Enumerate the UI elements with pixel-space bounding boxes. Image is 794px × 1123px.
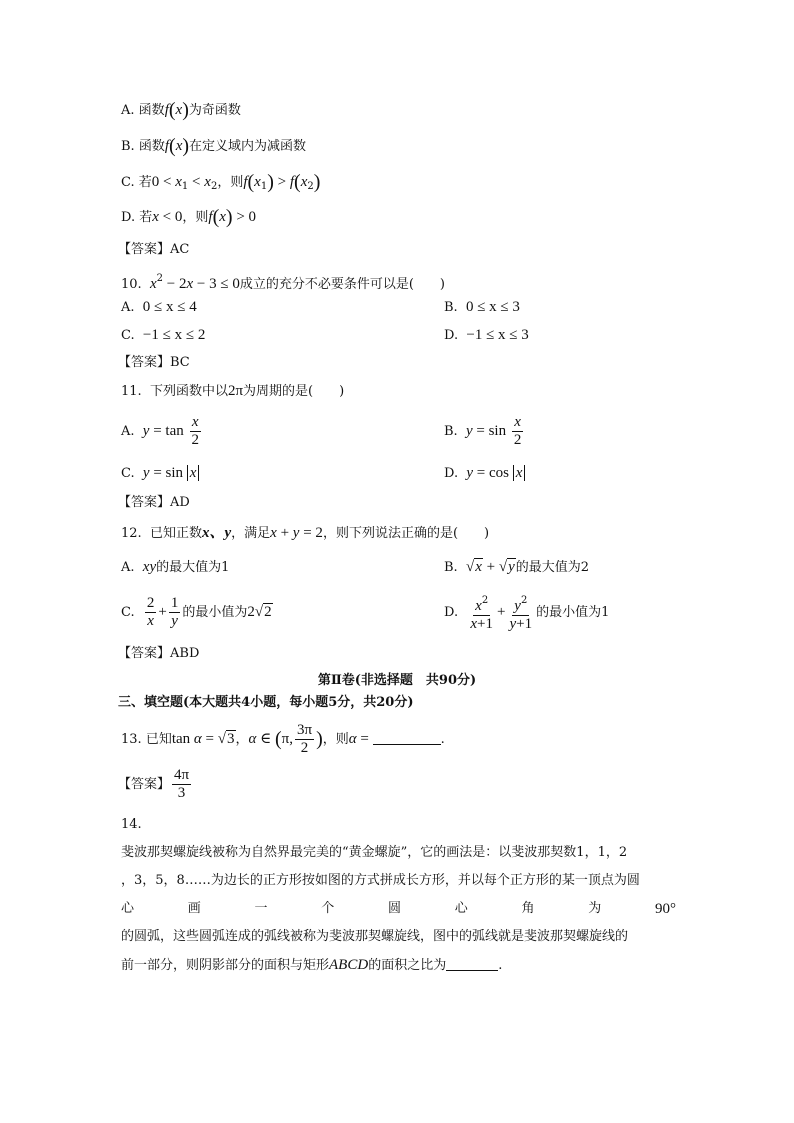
q12-option-d: D. $\frac{x^2}{x+1}$ + $\frac{y^2}{y+1}$ 的最小值为1	[444, 592, 609, 633]
q10-option-b: B. 0 ≤ x ≤ 3	[444, 299, 520, 315]
q9-option-c: C. 若$0 < x_1 < x_2$，则$f(x_1) > f(x_2)$	[121, 171, 321, 193]
q9-answer: 【答案】AC	[118, 242, 190, 257]
q14-line-2: ，3，5，8……为边长的正方形按如图的方式拼成长方形，并以每个正方形的某一顶点为圆	[121, 873, 640, 888]
q13-answer: 【答案】 $\frac{4\pi}{3}$	[118, 767, 190, 801]
q10-answer: 【答案】BC	[118, 355, 190, 370]
q10-option-a: A. 0 ≤ x ≤ 4	[121, 299, 197, 315]
q9-option-d: D. 若x < 0，则f(x) > 0	[121, 206, 257, 228]
q13-answer-blank[interactable]	[373, 744, 441, 745]
q12-option-b: B. √x + √y的最大值为2	[444, 559, 590, 575]
q10-stem: 10. $x^2 - 2x - 3 \le 0$成立的充分不必要条件可以是( )	[121, 273, 445, 292]
q9-option-b: B. 函数f(x)在定义域内为减函数	[121, 135, 307, 157]
q14-line-3: 心 画 一 个 圆 心 角 为 90°	[121, 901, 676, 917]
q9-option-a: A. 函数f(x)为奇函数	[121, 99, 241, 121]
q11-option-b: B. y = sin $\frac{x}{2}$	[444, 414, 522, 448]
section-heading: 三、填空题(本大题共4小题，每小题5分，共20分)	[118, 695, 414, 710]
q10-option-d: D. −1 ≤ x ≤ 3	[444, 327, 529, 343]
q13-stem: 13. 已知tan α = √3，α ∈ (π, $\frac{3\pi}{2}$ )，则α = .	[121, 722, 445, 756]
q14-answer-blank[interactable]	[446, 970, 498, 971]
q11-option-a: A. y = tan $\frac{x}{2}$	[121, 414, 200, 448]
q14-line-4: 的圆弧，这些圆弧连成的弧线被称为斐波那契螺旋线，图中的弧线就是斐波那契螺旋线的	[121, 929, 629, 944]
q11-answer: 【答案】AD	[118, 495, 190, 510]
q14-number: 14.	[121, 817, 142, 832]
q12-stem: 12. 已知正数x、y，满足x + y = 2，则下列说法正确的是( )	[121, 525, 490, 541]
part2-title: 第Ⅱ卷(非选择题 共90分)	[317, 673, 477, 688]
q14-line-5: 前一部分，则阴影部分的面积与矩形ABCD的面积之比为 .	[121, 957, 503, 973]
q11-option-d: D. y = cos x	[444, 463, 525, 484]
q11-stem: 11. 下列函数中以2π为周期的是( )	[121, 383, 345, 399]
q14-line-1: 斐波那契螺旋线被称为自然界最完美的“黄金螺旋”，它的画法是：以斐波那契数1，1，2	[121, 845, 628, 860]
q11-option-c: C. y = sin x	[121, 463, 199, 484]
q12-answer: 【答案】ABD	[118, 646, 200, 661]
q12-option-c: C. $\frac{2}{x}$ + $\frac{1}{y}$ 的最小值为2√2	[121, 595, 272, 629]
q12-option-a: A. xy的最大值为1	[121, 559, 230, 575]
q10-option-c: C. −1 ≤ x ≤ 2	[121, 327, 206, 343]
